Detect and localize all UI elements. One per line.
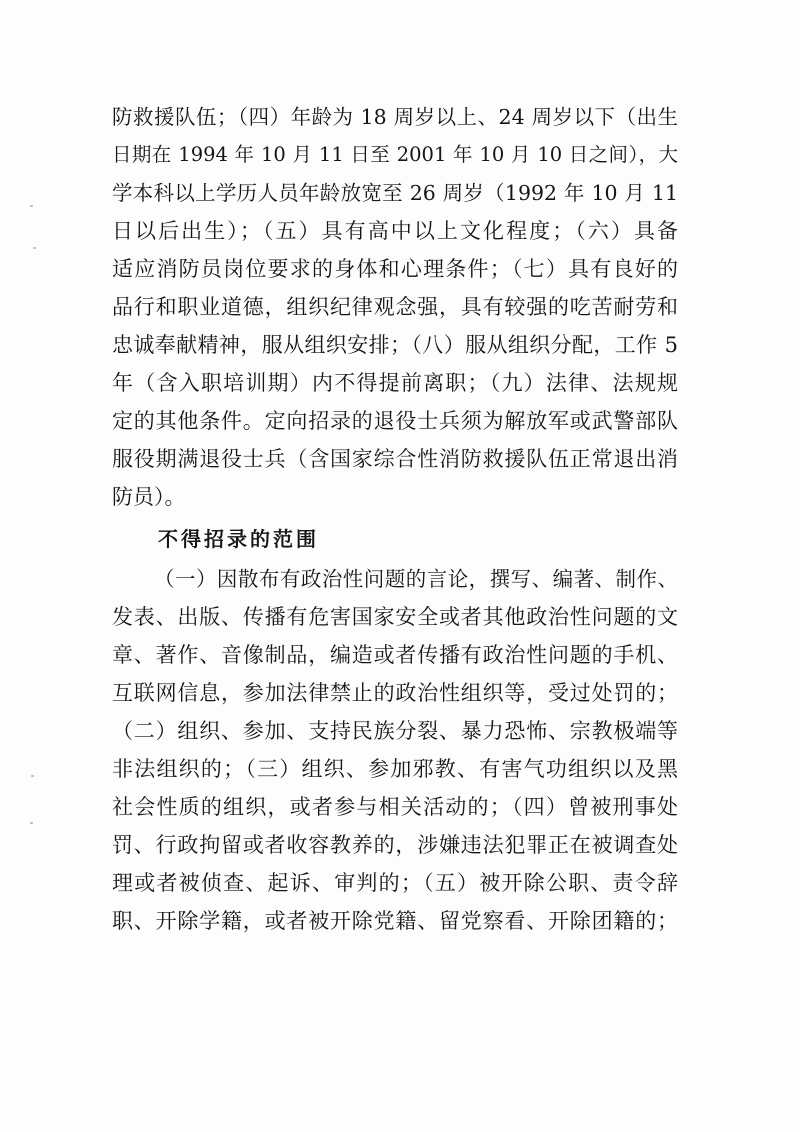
paragraph-exclusions	[112, 560, 678, 940]
text-line: 非法组织的；（三）组织、参加邪教、有害气功组织以及黑	[112, 757, 678, 781]
text-line: 适应消防员岗位要求的身体和心理条件；（七）具有良好的	[112, 257, 678, 281]
text-line: 社会性质的组织，或者参与相关活动的；（四）曾被刑事处	[112, 795, 678, 819]
text-line: 年（含入职培训期）内不得提前离职；（九）法律、法规规	[112, 371, 678, 395]
scan-speck	[30, 822, 33, 824]
section-heading: 不得招录的范围	[158, 527, 319, 551]
text-line: （二）组织、参加、支持民族分裂、暴力恐怖、宗教极端等	[112, 719, 678, 743]
text-line: 日以后出生）；（五）具有高中以上文化程度；（六）具备	[112, 219, 678, 243]
text-line: 品行和职业道德，组织纪律观念强，具有较强的吃苦耐劳和	[112, 295, 678, 319]
paragraph-requirements	[112, 98, 678, 516]
text-line: 罚、行政拘留或者收容教养的，涉嫌违法犯罪正在被调查处	[112, 833, 678, 857]
text-line: 职、开除学籍，或者被开除党籍、留党察看、开除团籍的；	[112, 909, 678, 933]
text-line: （一）因散布有政治性问题的言论，撰写、编著、制作、	[154, 567, 678, 591]
document-body	[112, 98, 678, 940]
scan-speck	[30, 205, 33, 207]
text-line: 防救援队伍；（四）年龄为 18 周岁以上、24 周岁以下（出生	[112, 105, 678, 129]
text-line: 忠诚奉献精神，服从组织安排；（八）服从组织分配，工作 5	[112, 333, 678, 357]
text-line: 定的其他条件。定向招录的退役士兵须为解放军或武警部队	[112, 409, 678, 433]
text-line: 服役期满退役士兵（含国家综合性消防救援队伍正常退出消	[112, 447, 678, 471]
text-line: 发表、出版、传播有危害国家安全或者其他政治性问题的文	[112, 605, 678, 629]
text-line: 互联网信息，参加法律禁止的政治性组织等，受过处罚的；	[112, 681, 678, 705]
text-line: 日期在 1994 年 10 月 11 日至 2001 年 10 月 10 日之间），大	[112, 143, 678, 166]
text-line: 章、著作、音像制品，编造或者传播有政治性问题的手机、	[112, 643, 678, 667]
text-line: 防员）。	[112, 485, 186, 509]
scan-speck	[33, 247, 36, 249]
text-line: 理或者被侦查、起诉、审判的；（五）被开除公职、责令辞	[112, 871, 678, 895]
scan-speck	[31, 775, 34, 777]
text-line: 学本科以上学历人员年龄放宽至 26 周岁（1992 年 10 月 11	[112, 181, 678, 205]
